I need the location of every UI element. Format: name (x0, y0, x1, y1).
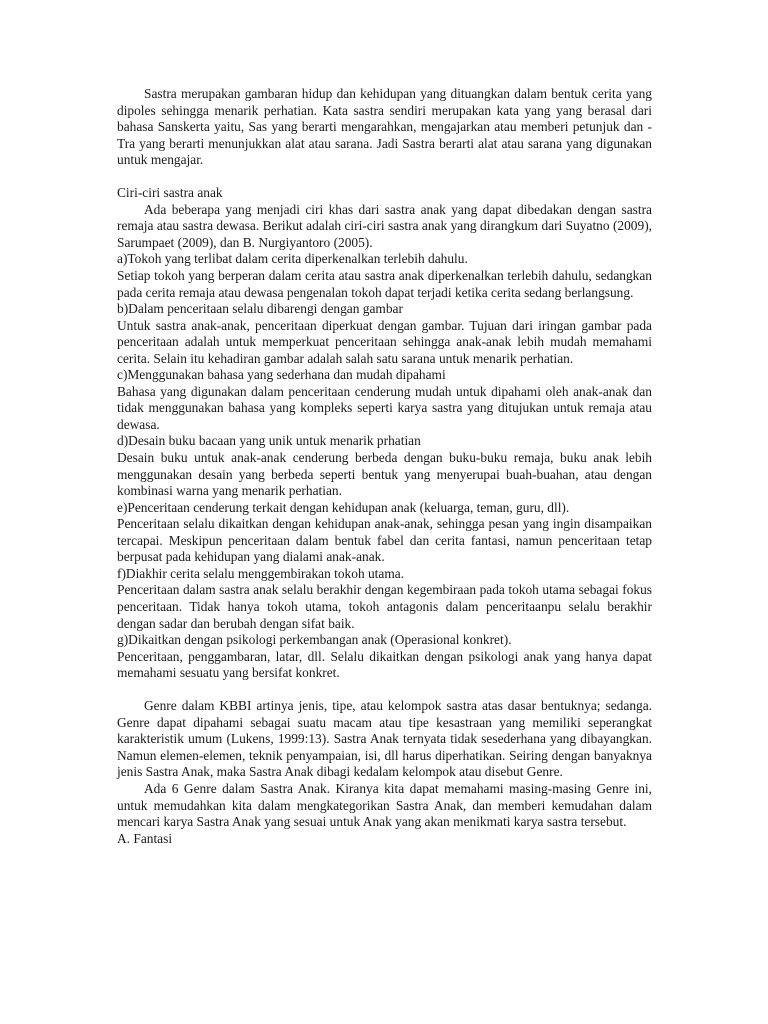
item-body-g: Penceritaan, penggambaran, latar, dll. Selalu dikaitkan dengan psikologi anak yang hanya dapat memahami sesuatu yang bersifat konkret. (117, 648, 652, 681)
item-body-c: Bahasa yang digunakan dalam penceritaan cenderung mudah untuk dipahami oleh anak-anak dan tidak menggunakan bahasa yang kompleks seperti karya sastra yang ditujukan untuk remaja atau dewasa. (117, 383, 652, 432)
blank-line (117, 682, 652, 699)
item-title-d: d)Desain buku bacaan yang unik untuk menarik prhatian (117, 433, 421, 449)
section-heading-ciri: Ciri-ciri sastra anak (117, 185, 223, 201)
item-title-a: a)Tokoh yang terlibat dalam cerita diperkenalkan terlebih dahulu. (117, 251, 468, 267)
item-body-e: Penceritaan selalu dikaitkan dengan kehidupan anak-anak, sehingga pesan yang ingin disampaikan tercapai. Meskipun penceritaan dalam bentuk fabel dan cerita fantasi, namun penceritaan tetap berpusat pada kehidupan yang dialami anak-anak. (117, 516, 652, 565)
item-title-c: c)Menggunakan bahasa yang sederhana dan mudah dipahami (117, 367, 446, 383)
item-body-a: Setiap tokoh yang berperan dalam cerita atau sastra anak diperkenalkan terlebih dahulu, sedangkan pada cerita remaja atau dewasa pengenalan tokoh dapat terjadi ketika cerita sedang berlangsung. (117, 268, 652, 300)
item-body-f: Penceritaan dalam sastra anak selalu berakhir dengan kegembiraan pada tokoh utama sebagai fokus penceritaan. Tidak hanya tokoh utama, tokoh antagonis dalam penceritaanpu selalu berakhir dengan sadar dan berubah dengan sifat baik. (117, 582, 652, 631)
item-title-g: g)Dikaitkan dengan psikologi perkembangan anak (Operasional konkret). (117, 632, 512, 648)
item-title-f: f)Diakhir cerita selalu menggembirakan tokoh utama. (117, 565, 405, 581)
genre-paragraph-2: Ada 6 Genre dalam Sastra Anak. Kiranya kita dapat memahami masing-masing Genre ini, untuk memudahkan kita dalam mengkategorikan Sastra Anak, dan memberi kemudahan dalam mencari karya Sastra Anak yang sesuai untuk Anak yang akan menikmati karya sastra tersebut. (117, 780, 652, 830)
ciri-intro-paragraph: Ada beberapa yang menjadi ciri khas dari sastra anak yang dapat dibedakan dengan sastra remaja atau sastra dewasa. Berikut adalah ciri-ciri sastra anak yang dirangkum dari Suyatno (2009), Sarumpaet (2009), dan B. Nurgiyantoro (2005). (117, 201, 652, 250)
section-heading-fantasi: A. Fantasi (117, 830, 173, 846)
genre-paragraph-1: Genre dalam KBBI artinya jenis, tipe, atau kelompok sastra atas dasar bentuknya; sedanga. Genre dapat dipahami sebagai suatu macam atau tipe kesastraan yang memiliki seperangkat karakteristik umum (Lukens, 1999:13). Sastra Anak ternyata tidak sesederhana yang dibayangkan. Namun elemen-elemen, teknik penyampaian, isi, dll harus diperhatikan. Seiring dengan banyaknya jenis Sastra Anak, maka Sastra Anak dibagi kedalam kelompok atau disebut Genre. (117, 698, 652, 780)
blank-line (117, 169, 652, 186)
item-body-b: Untuk sastra anak-anak, penceritaan diperkuat dengan gambar. Tujuan dari iringan gambar pada penceritaan adalah untuk memperkuat penceritaan sehingga anak-anak lebih mudah memahami cerita. Selain itu kehadiran gambar adalah salah satu sarana untuk menarik perhatian. (117, 317, 652, 366)
item-title-b: b)Dalam penceritaan selalu dibarengi dengan gambar (117, 301, 403, 317)
item-body-d: Desain buku untuk anak-anak cenderung berbeda dengan buku-buku remaja, buku anak lebih menggunakan desain yang berbeda seperti bentuk yang menyerupai buah-buahan, atau dengan kombinasi warna yang menarik perhatian. (117, 450, 652, 499)
document-page (117, 86, 652, 847)
intro-paragraph: Sastra merupakan gambaran hidup dan kehidupan yang dituangkan dalam bentuk cerita yang dipoles sehingga menarik perhatian. Kata sastra sendiri merupakan kata yang yang berasal dari bahasa Sanskerta yaitu, Sas yang berarti mengarahkan, mengajarkan atau memberi petunjuk dan -Tra yang berarti menunjukkan alat atau sarana. Jadi Sastra berarti alat atau sarana yang digunakan untuk mengajar. (117, 86, 652, 168)
item-title-e: e)Penceritaan cenderung terkait dengan kehidupan anak (keluarga, teman, guru, dll). (117, 499, 570, 515)
